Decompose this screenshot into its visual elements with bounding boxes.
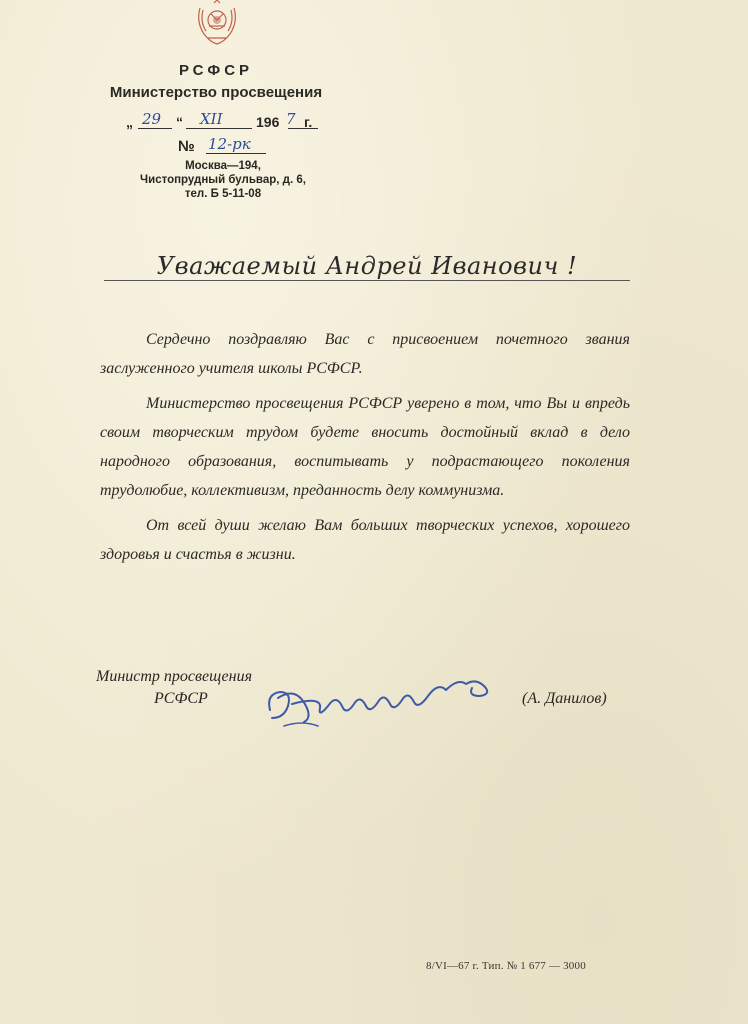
date-day-handwritten: 29: [142, 110, 162, 128]
number-label: №: [178, 138, 195, 155]
date-year-suffix: г.: [304, 114, 313, 130]
address-line-1: Москва—194,: [185, 160, 261, 172]
date-field: [124, 110, 334, 136]
body-paragraph-3: От всей души желаю Вам больших творческих успехов, хорошего здоровья и счастья в жизни.: [100, 517, 630, 563]
date-open-quote: „: [126, 114, 133, 130]
date-day-slot: [138, 110, 172, 129]
salutation-rule: [104, 280, 630, 281]
number-slot: [206, 135, 266, 154]
date-month-handwritten: XII: [200, 110, 223, 128]
letterhead-republic: РСФСР: [178, 62, 254, 79]
reference-number-field: [178, 135, 268, 160]
signatory-title-line-1: Министр просвещения: [96, 668, 253, 685]
date-year-handwritten: 7: [286, 110, 296, 128]
date-close-quote: “: [176, 114, 183, 130]
signatory-title: [96, 666, 252, 710]
body-paragraph-1: Сердечно поздравляю Вас с присвоением почетного звания заслуженного учителя школы РСФСР.: [100, 331, 630, 377]
date-year-prefix: 196: [256, 114, 280, 130]
print-imprint: 8/VI—67 г. Тип. № 1 677 — 3000: [426, 960, 586, 972]
address-line-2: Чистопрудный бульвар, д. 6,: [140, 174, 306, 186]
letterhead-ministry: Министерство просвещения: [109, 84, 323, 101]
number-handwritten: 12-рк: [208, 135, 251, 153]
signatory-title-line-2: РСФСР: [154, 690, 208, 707]
coat-of-arms-emblem-icon: [194, 0, 240, 46]
date-month-slot: [186, 110, 252, 129]
body-paragraph-2: Министерство просвещения РСФСР уверено в том, что Вы и впредь своим творческим трудом будете вносить достойный вклад в дело народного образования, воспитывать у подрастающего поколения трудолюбие, коллективизм, преданность делу коммунизма.: [100, 395, 630, 499]
signer-name: (А. Данилов): [522, 690, 607, 707]
letter-body: [100, 325, 630, 575]
date-year-slot: [288, 110, 318, 129]
handwritten-signature: [262, 648, 502, 738]
salutation: Уважаемый Андрей Иванович !: [156, 252, 578, 280]
address-line-3: тел. Б 5-11-08: [184, 188, 262, 200]
